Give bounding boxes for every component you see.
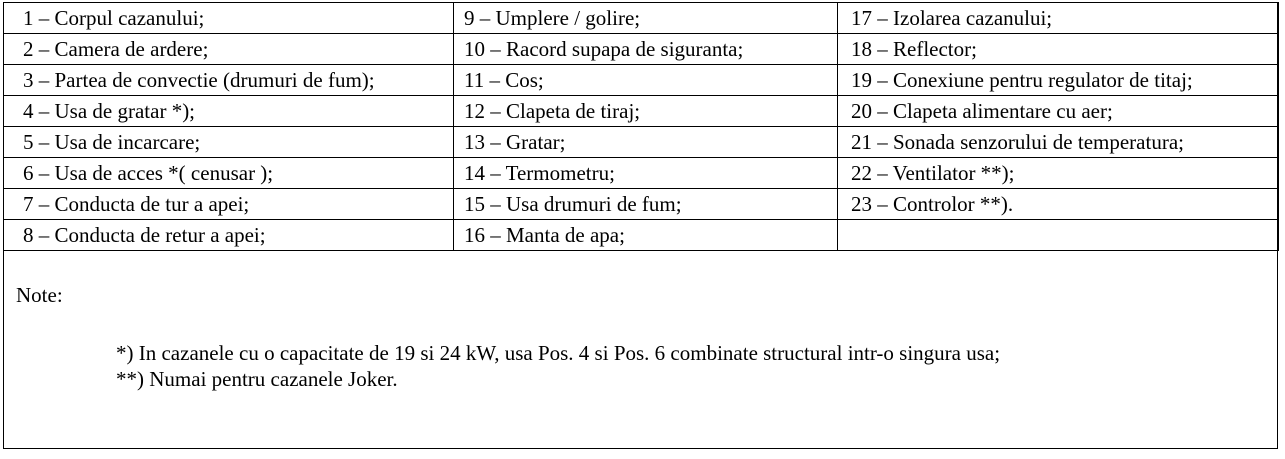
table-row [4, 96, 1279, 127]
legend-cell: 23 – Controlor **). [838, 189, 1279, 220]
legend-cell: 16 – Manta de apa; [454, 220, 838, 251]
note-item: **) Numai pentru cazanele Joker. [116, 367, 398, 391]
table-row [4, 127, 1279, 158]
table-row [4, 158, 1279, 189]
legend-cell: 10 – Racord supapa de siguranta; [454, 34, 838, 65]
table-row [4, 3, 1279, 34]
legend-cell: 18 – Reflector; [838, 34, 1279, 65]
legend-cell: 9 – Umplere / golire; [454, 3, 838, 34]
legend-cell: 22 – Ventilator **); [838, 158, 1279, 189]
legend-cell: 19 – Conexiune pentru regulator de titaj; [838, 65, 1279, 96]
legend-cell: 1 – Corpul cazanului; [4, 3, 454, 34]
note-item: *) In cazanele cu o capacitate de 19 si 24 kW, usa Pos. 4 si Pos. 6 combinate structural intr-o singura usa; [116, 341, 1001, 365]
legend-cell: 13 – Gratar; [454, 127, 838, 158]
notes-section [16, 282, 1266, 392]
legend-cell: 3 – Partea de convectie (drumuri de fum); [4, 65, 454, 96]
legend-cell: 14 – Termometru; [454, 158, 838, 189]
table-row [4, 189, 1279, 220]
legend-cell: 8 – Conducta de retur a apei; [4, 220, 454, 251]
legend-cell: 2 – Camera de ardere; [4, 34, 454, 65]
parts-legend-table [3, 2, 1279, 251]
legend-cell-empty [838, 220, 1279, 251]
legend-cell: 6 – Usa de acces *( cenusar ); [4, 158, 454, 189]
notes-list [16, 340, 1266, 392]
legend-cell: 21 – Sonada senzorului de temperatura; [838, 127, 1279, 158]
legend-cell: 4 – Usa de gratar *); [4, 96, 454, 127]
legend-cell: 5 – Usa de incarcare; [4, 127, 454, 158]
legend-cell: 15 – Usa drumuri de fum; [454, 189, 838, 220]
legend-cell: 12 – Clapeta de tiraj; [454, 96, 838, 127]
legend-cell: 20 – Clapeta alimentare cu aer; [838, 96, 1279, 127]
table-row [4, 220, 1279, 251]
notes-title: Note: [16, 283, 63, 307]
table-row [4, 34, 1279, 65]
table-row [4, 65, 1279, 96]
legend-cell: 11 – Cos; [454, 65, 838, 96]
legend-cell: 7 – Conducta de tur a apei; [4, 189, 454, 220]
legend-cell: 17 – Izolarea cazanului; [838, 3, 1279, 34]
